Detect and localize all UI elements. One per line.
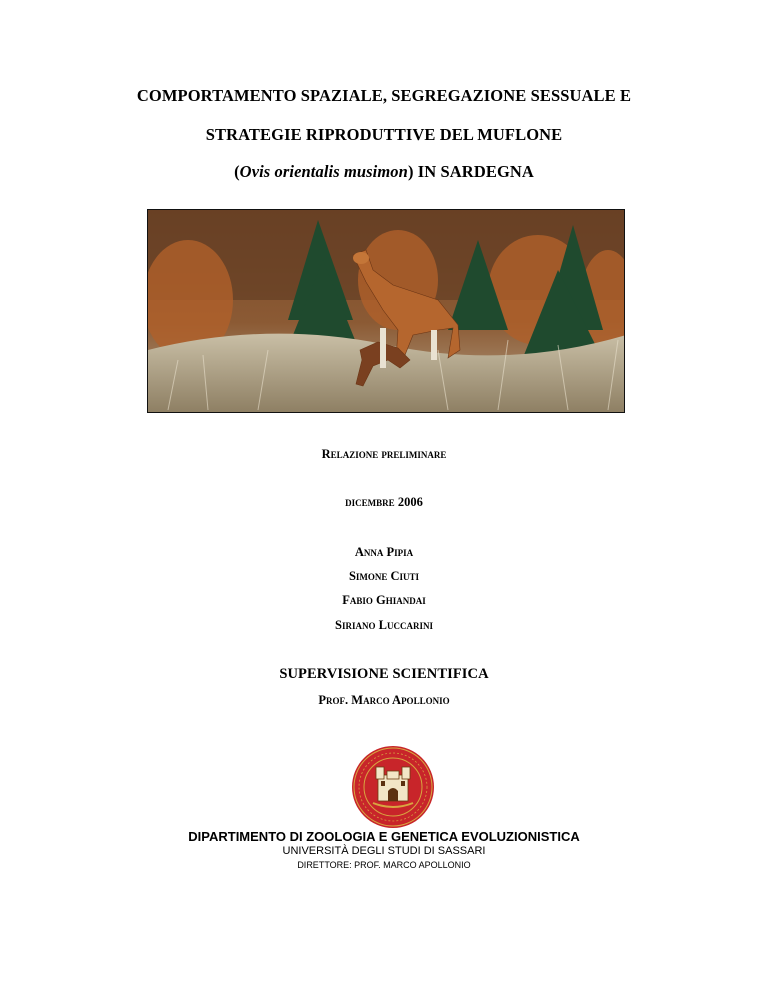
- author-2: Simone Ciuti: [348, 569, 420, 583]
- department-name: DIPARTIMENTO DI ZOOLOGIA E GENETICA EVOLUZIONISTICA: [188, 829, 580, 844]
- director-line: DIRETTORE: PROF. MARCO APOLLONIO: [297, 860, 471, 870]
- species-close: ) IN SARDEGNA: [407, 162, 534, 181]
- supervisor-name: Prof. Marco Apollonio: [318, 693, 450, 707]
- report-month: dicembre: [345, 495, 395, 509]
- species-name: Ovis orientalis musimon: [239, 162, 408, 181]
- title-line-2: STRATEGIE RIPRODUTTIVE DEL MUFLONE: [205, 125, 563, 144]
- university-name: UNIVERSITÀ DEGLI STUDI DI SASSARI: [282, 845, 486, 857]
- title-line-1: COMPORTAMENTO SPAZIALE, SEGREGAZIONE SESSUALE E: [136, 86, 632, 105]
- mouflon-photo: [147, 209, 625, 413]
- author-1: Anna Pipia: [354, 545, 414, 559]
- report-year: 2006: [397, 495, 423, 509]
- report-type: Relazione preliminare: [321, 447, 447, 461]
- report-date: [0, 495, 768, 510]
- species-line: [0, 162, 768, 182]
- author-4: Siriano Luccarini: [335, 618, 433, 632]
- university-seal-icon: [351, 745, 435, 829]
- species-open: (: [234, 162, 240, 181]
- author-3: Fabio Ghiandai: [342, 593, 426, 607]
- supervision-heading: SUPERVISIONE SCIENTIFICA: [279, 666, 489, 682]
- mouflon-photo-illustration: [148, 210, 625, 413]
